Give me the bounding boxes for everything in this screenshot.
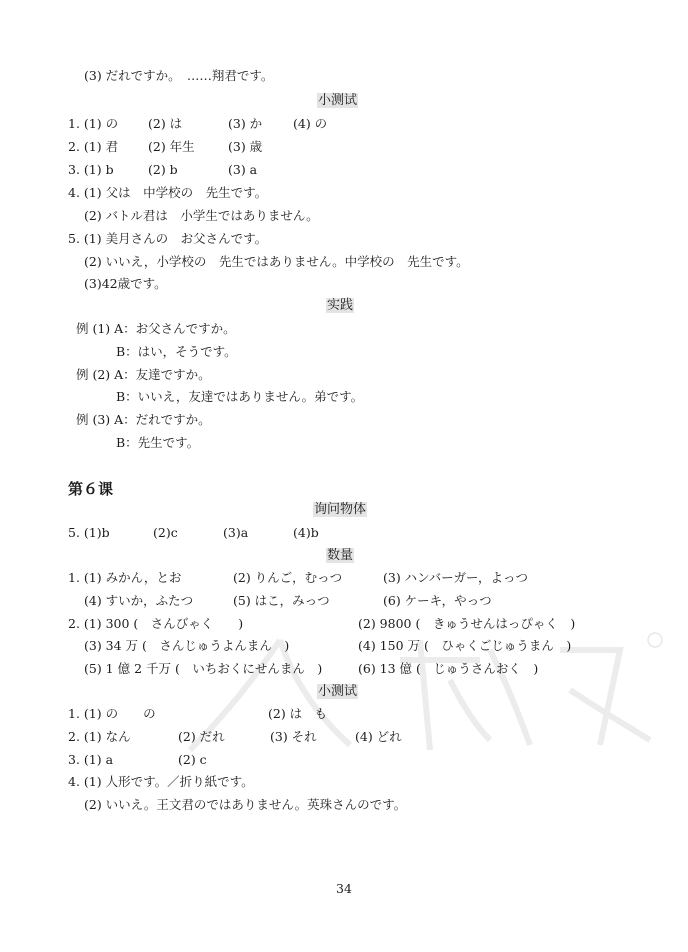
answer-item: 2. (1) なん: [68, 729, 131, 744]
answer-item: 2. (1) 君: [68, 139, 119, 154]
answer-item: (3) か: [228, 116, 263, 131]
answer-item: (5) はこ，みっつ: [233, 593, 330, 608]
answer-item: (2) 9800 ( きゅうせんはっぴゃく ): [358, 616, 576, 631]
answer-line: 5. (1) 美月さんの お父さんです。: [68, 231, 268, 246]
answer-item: (2) は も: [268, 706, 328, 721]
answer-item: (4) 150 万 ( ひゃくごじゅうまん ): [358, 638, 572, 653]
dialogue-line: 例 (3) A：だれですか。: [76, 412, 211, 427]
answer-item: 1. (1) みかん，とお: [68, 570, 182, 585]
answer-item: 1. (1) の の: [68, 706, 156, 721]
answer-item: (3)a: [223, 525, 249, 540]
answer-item: 1. (1) の: [68, 116, 119, 131]
dialogue-line: B：いいえ，友達ではありません。弟です。: [116, 389, 364, 404]
answer-item: (6) 13 億 ( じゅうさんおく ): [358, 661, 539, 676]
answer-item: (3) それ: [270, 729, 317, 744]
answer-item: (4) どれ: [355, 729, 402, 744]
answer-item: (3) 34 万 ( さんじゅうよんまん ): [84, 638, 290, 653]
answer-line: (2) いいえ。王文君のではありません。英珠さんのです。: [84, 797, 407, 812]
answer-item: 3. (1) b: [68, 162, 114, 177]
section-heading-quantity: 数量: [327, 548, 354, 563]
section-heading-quiz-2: 小测试: [318, 684, 358, 699]
answer-item: (4)b: [293, 525, 319, 540]
answer-item: (6) ケーキ，やっつ: [383, 593, 492, 608]
answer-line: (3)42歳です。: [84, 276, 167, 291]
answer-item: (5) 1 億 2 千万 ( いちおくにせんまん ): [84, 661, 323, 676]
answer-line: (3) だれですか。 ……翔君です。: [84, 68, 274, 83]
answer-item: (2) は: [148, 116, 183, 131]
section-heading-quiz: 小测试: [318, 93, 358, 108]
answer-item: (2) 年生: [148, 139, 195, 154]
answer-line: (2) バトル君は 小学生ではありません。: [84, 208, 319, 223]
answer-line: 4. (1) 人形です。／折り紙です。: [68, 774, 254, 789]
dialogue-line: B：はい，そうです。: [116, 344, 237, 359]
page-number: 34: [336, 881, 352, 896]
answer-item: 5. (1)b: [68, 525, 110, 540]
answer-item: (2) だれ: [178, 729, 225, 744]
answer-item: (3) 歳: [228, 139, 263, 154]
answer-item: (2) b: [148, 162, 178, 177]
lesson-title: 第６课: [68, 480, 114, 498]
dialogue-line: B：先生です。: [116, 435, 200, 450]
answer-item: (4) すいか，ふたつ: [84, 593, 194, 608]
answer-item: (3) ハンバーガー，よっつ: [383, 570, 529, 585]
section-heading-ask-object: 询问物体: [314, 502, 367, 517]
answer-line: (2) いいえ，小学校の 先生ではありません。中学校の 先生です。: [84, 254, 469, 269]
section-heading-practice: 实践: [327, 298, 354, 313]
answer-item: 2. (1) 300 ( さんびゃく ): [68, 616, 244, 631]
answer-item: (4) の: [293, 116, 328, 131]
answer-item: (2) c: [178, 752, 207, 767]
answer-item: 3. (1) a: [68, 752, 114, 767]
answer-item: (3) a: [228, 162, 258, 177]
dialogue-line: 例 (1) A：お父さんですか。: [76, 321, 236, 336]
answer-line: 4. (1) 父は 中学校の 先生です。: [68, 185, 268, 200]
dialogue-line: 例 (2) A：友達ですか。: [76, 367, 211, 382]
answer-item: (2)c: [153, 525, 178, 540]
answer-item: (2) りんご，むっつ: [233, 570, 343, 585]
